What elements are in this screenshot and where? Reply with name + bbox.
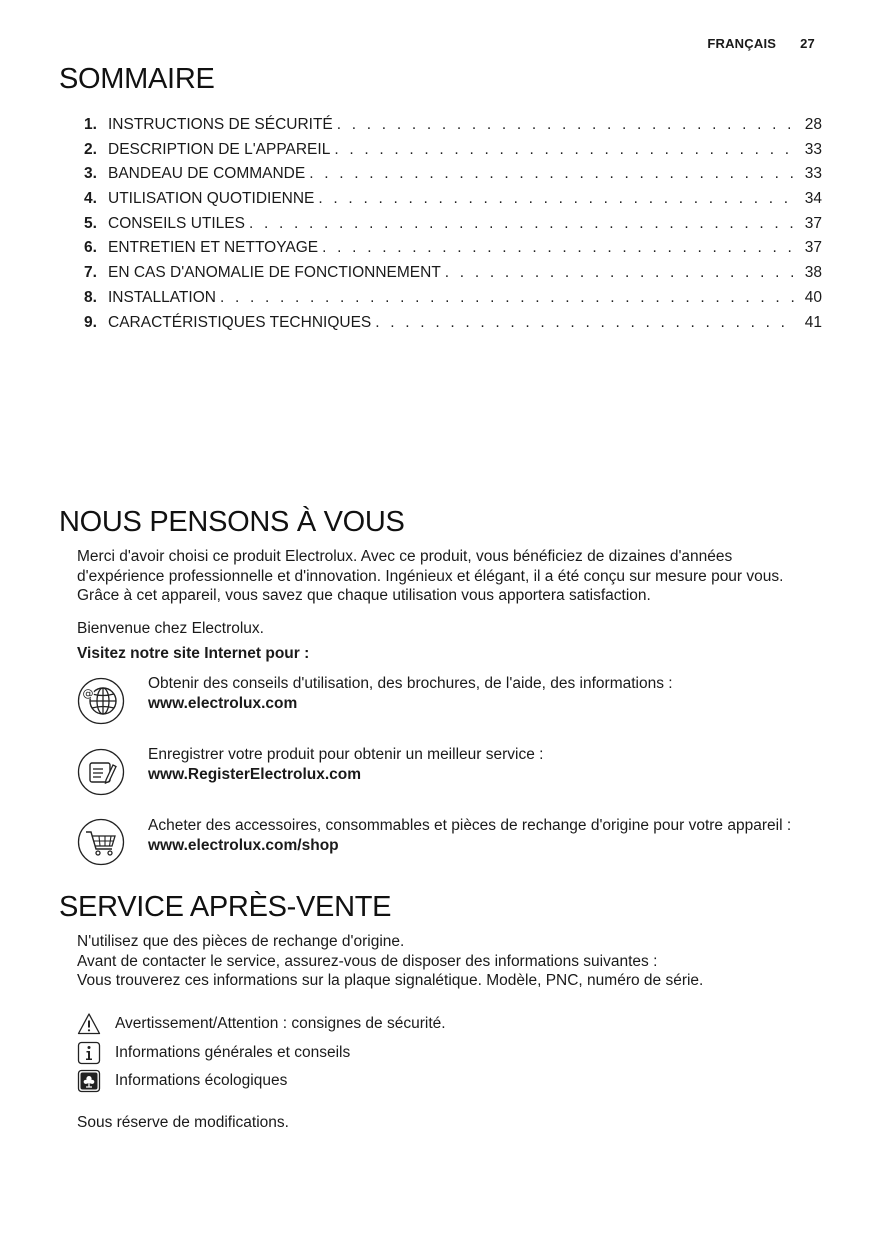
page-header (707, 36, 815, 51)
toc-item-title: CONSEILS UTILES (108, 214, 245, 232)
toc-item-page: 34 (804, 190, 822, 208)
legend-item (77, 1069, 287, 1093)
page-number: 27 (800, 36, 815, 51)
toc-item-page: 28 (804, 116, 822, 133)
toc-item-title: INSTALLATION (108, 288, 216, 306)
toc-leader-dots (334, 140, 794, 160)
legend-item (77, 1041, 350, 1065)
toc-item[interactable] (84, 189, 822, 214)
toc-item-title: BANDEAU DE COMMANDE (108, 165, 306, 183)
service-title: SERVICE APRÈS-VENTE (59, 891, 392, 923)
language-label: FRANÇAIS (707, 36, 777, 51)
toc-leader-dots (318, 189, 794, 209)
footer-note: Sous réserve de modifications. (77, 1114, 289, 1131)
toc-item-number: 7. (84, 264, 97, 282)
globe-at-icon (77, 677, 125, 725)
toc-item-number: 8. (84, 288, 97, 306)
toc-item-number: 5. (84, 214, 97, 232)
toc-leader-dots (337, 115, 794, 135)
toc-item[interactable] (84, 313, 822, 338)
toc-leader-dots (375, 313, 794, 333)
toc-item-page: 37 (804, 214, 822, 232)
toc-item[interactable] (84, 238, 822, 263)
toc-leader-dots (249, 214, 794, 234)
register-form-icon (77, 748, 125, 796)
legend-text: Informations écologiques (115, 1072, 288, 1089)
toc-item[interactable] (84, 164, 822, 189)
toc-item-number: 9. (84, 313, 97, 331)
legend-text: Informations générales et conseils (115, 1044, 351, 1061)
toc-item[interactable] (84, 140, 822, 165)
toc-item-title: EN CAS D'ANOMALIE DE FONCTIONNEMENT (108, 264, 441, 282)
service-line: Vous trouverez ces informations sur la plaque signalétique. Modèle, PNC, numéro de série. (77, 972, 704, 989)
toc-leader-dots (445, 263, 794, 283)
toc-item-title: CARACTÉRISTIQUES TECHNIQUES (108, 313, 372, 331)
service-line: N'utilisez que des pièces de rechange d'origine. (77, 933, 405, 950)
website-link[interactable]: www.RegisterElectrolux.com (148, 765, 362, 783)
warning-triangle-icon (77, 1012, 101, 1036)
toc-item-page: 38 (804, 264, 822, 282)
intro-title: NOUS PENSONS À VOUS (59, 506, 405, 538)
shopping-cart-icon (77, 818, 125, 866)
toc-item-page: 33 (804, 165, 822, 183)
toc-item-number: 3. (84, 165, 97, 183)
toc-item-number: 6. (84, 239, 97, 257)
link-item (148, 816, 828, 855)
table-of-contents (84, 115, 822, 337)
link-description: Enregistrer votre produit pour obtenir un meilleur service : (148, 746, 544, 763)
eco-flower-icon (77, 1069, 101, 1093)
toc-item-title: INSTRUCTIONS DE SÉCURITÉ (108, 116, 333, 133)
toc-title: SOMMAIRE (59, 63, 215, 95)
visit-website-label: Visitez notre site Internet pour : (77, 645, 310, 662)
toc-item-page: 33 (804, 140, 822, 158)
svg-text:@: @ (82, 687, 94, 700)
toc-item-number: 2. (84, 140, 97, 158)
link-description: Acheter des accessoires, consommables et pièces de rechange d'origine pour votre appareil : (148, 817, 792, 834)
legend-item (77, 1012, 446, 1036)
toc-leader-dots (322, 238, 794, 258)
toc-leader-dots (309, 164, 794, 184)
link-item (148, 674, 828, 713)
toc-item-number: 4. (84, 190, 97, 208)
toc-item-title: ENTRETIEN ET NETTOYAGE (108, 239, 319, 257)
toc-item-page: 41 (804, 313, 822, 331)
toc-item-title: DESCRIPTION DE L'APPAREIL (108, 140, 331, 158)
link-item (148, 745, 828, 784)
welcome-text: Bienvenue chez Electrolux. (77, 620, 264, 637)
legend-text: Avertissement/Attention : consignes de sécurité. (115, 1015, 446, 1032)
service-line: Avant de contacter le service, assurez-vous de disposer des informations suivantes : (77, 952, 658, 970)
website-link[interactable]: www.electrolux.com (148, 694, 298, 712)
toc-item[interactable] (84, 214, 822, 239)
info-icon (77, 1041, 101, 1065)
toc-item-title: UTILISATION QUOTIDIENNE (108, 190, 315, 208)
toc-item[interactable] (84, 263, 822, 288)
toc-leader-dots (220, 288, 794, 308)
website-link[interactable]: www.electrolux.com/shop (148, 836, 339, 854)
toc-item-page: 37 (804, 239, 822, 257)
intro-paragraph: Merci d'avoir choisi ce produit Electrolux. Avec ce produit, vous bénéficiez de dizaines d'années d'expérience professionnelle et d'innovation. Ingénieux et élégant, il a été conçu sur mesure pour vous. Grâce à cet appareil, vous savez que chaque utilisation vous apportera satisfaction. (77, 548, 784, 604)
toc-item-page: 40 (804, 288, 822, 306)
link-description: Obtenir des conseils d'utilisation, des brochures, de l'aide, des informations : (148, 675, 673, 692)
toc-item[interactable] (84, 115, 822, 140)
toc-item-number: 1. (84, 116, 97, 133)
service-text (77, 932, 822, 991)
toc-item[interactable] (84, 288, 822, 313)
